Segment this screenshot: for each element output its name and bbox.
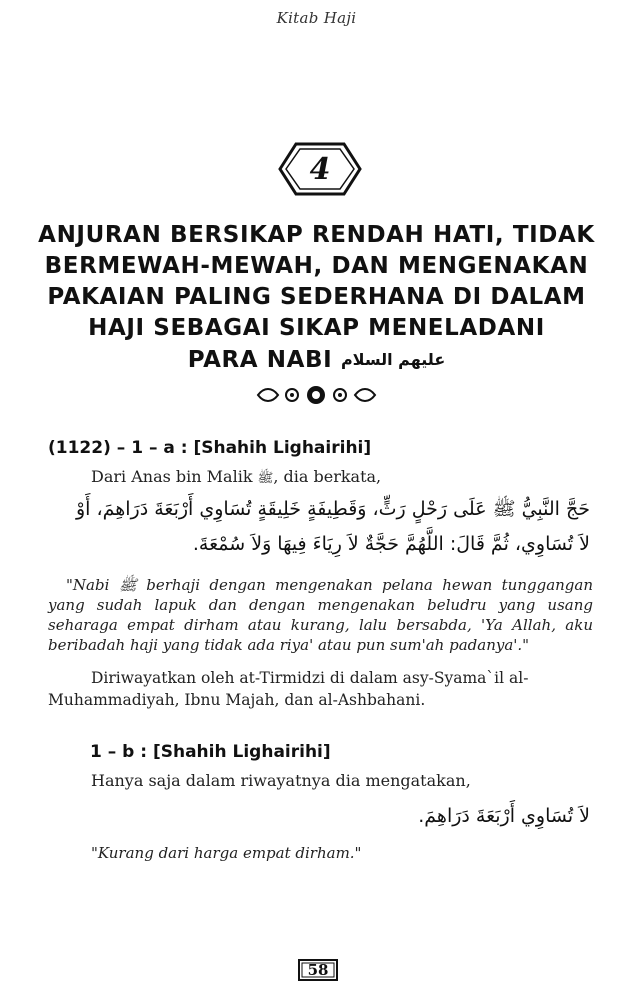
arabic-text-1a-line1: حَجَّ النَّبِيُّ ﷺ عَلَى رَحْلٍ رَثٍّ، وَقَطِيفَةٍ خَلِيقَةٍ تُسَاوِي أَرْبَعَةَ دَرَاهِمَ، أَوْ — [75, 498, 590, 520]
radhiyallahu-glyph: ﷺ — [257, 471, 274, 486]
narrator-prefix: Dari Anas bin Malik — [91, 467, 258, 486]
alaihimussalam-glyph: عليهم السلام — [340, 350, 446, 369]
translation-1b: "Kurang dari harga empat dirham." — [91, 844, 362, 862]
chapter-number: 4 — [309, 151, 331, 187]
chapter-badge — [276, 140, 364, 198]
hadith-intro-1b: Hanya saja dalam riwayatnya dia mengatakan, — [91, 771, 471, 790]
ornament-divider — [254, 383, 379, 407]
title-line-2: BERMEWAH-MEWAH, DAN MENGENAKAN — [44, 253, 589, 279]
arabic-text-1a-line2: لاَ تُسَاوِي، ثُمَّ قَالَ: اللَّهُمَّ حَجَّةٌ لاَ رِيَاءَ فِيهَا وَلاَ سُمْعَةَ. — [192, 533, 590, 555]
hadith-heading-1a: (1122) – 1 – a : [Shahih Lighairihi] — [48, 438, 372, 458]
title-line-1: ANJURAN BERSIKAP RENDAH HATI, TIDAK — [38, 222, 595, 248]
hadith-source-1a: Diriwayatkan oleh at-Tirmidzi di dalam asy-Syama`il al-Muhammadiyah, Ibnu Majah, dan al-Ashbahani. — [48, 669, 529, 709]
arabic-text-1b: لاَ تُسَاوِي أَرْبَعَةَ دَرَاهِمَ. — [418, 805, 590, 827]
title-last-line: PARA NABI — [187, 347, 333, 373]
hadith-heading-1b: 1 – b : [Shahih Lighairihi] — [90, 742, 331, 762]
translation-1a: "Nabi ﷺ berhaji dengan mengenakan pelana hewan tunggangan yang sudah lapuk dan dengan mengenakan beludru yang usang seharaga empat dirham atau kurang, lalu bersabda, 'Ya Allah, aku beribadah haji yang tidak ada riya' atau pun sum'ah padanya'." — [48, 576, 593, 654]
chapter-title — [28, 220, 605, 376]
hadith-intro-1a — [91, 467, 381, 489]
page-number: 58 — [307, 961, 329, 979]
title-line-4: HAJI SEBAGAI SIKAP MENELADANI — [88, 315, 545, 341]
running-head: Kitab Haji — [276, 9, 357, 27]
title-line-3: PAKAIAN PALING SEDERHANA DI DALAM — [47, 284, 586, 310]
page-number-box — [297, 958, 339, 982]
narrator-suffix: , dia berkata, — [273, 467, 382, 486]
title-line-5 — [28, 344, 605, 376]
